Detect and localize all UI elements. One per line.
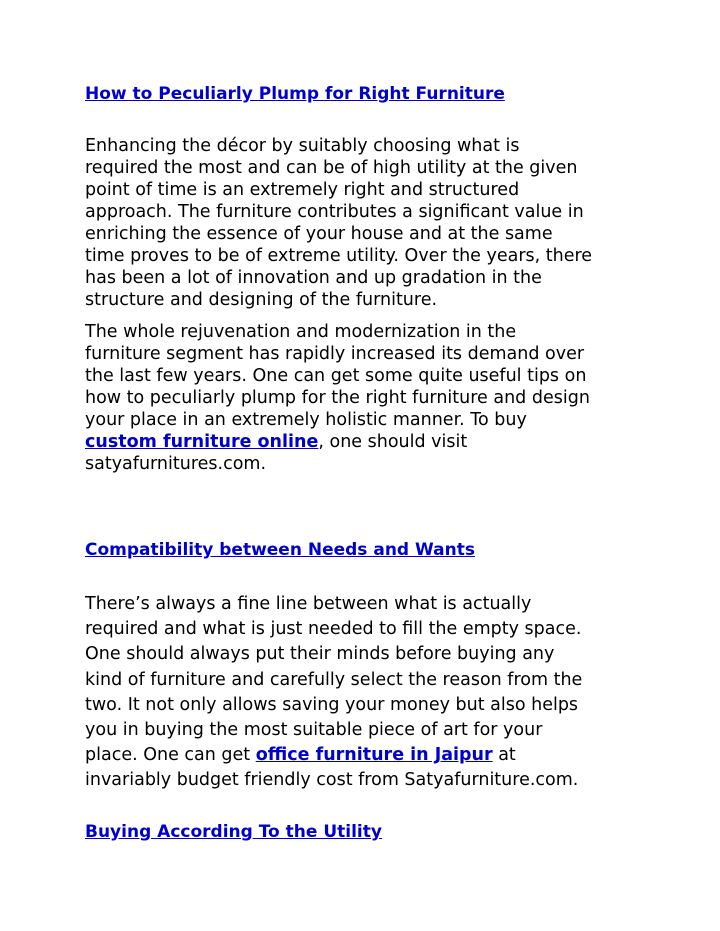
text-line: your place in an extremely holistic manner. To buy [85, 410, 527, 430]
text-segment: place. One can get [85, 745, 256, 766]
text-line: two. It not only allows saving your money but also helps [85, 694, 579, 715]
paragraph-intro [85, 135, 645, 311]
text-line: kind of furniture and carefully select the reason from the [85, 669, 583, 690]
text-segment: at [492, 745, 516, 766]
text-line-with-link [85, 743, 645, 768]
text-line: Enhancing the décor by suitably choosing what is [85, 136, 520, 156]
text-line: The whole rejuvenation and modernization in the [85, 322, 517, 342]
text-line: the last few years. One can get some quite useful tips on [85, 366, 587, 386]
heading-buying-utility[interactable]: Buying According To the Utility [85, 822, 382, 842]
text-line: how to peculiarly plump for the right furniture and design [85, 388, 590, 408]
text-line: invariably budget friendly cost from Satyafurniture.com. [85, 770, 579, 791]
text-line: One should always put their minds before buying any [85, 644, 555, 665]
text-line: There’s always a fine line between what is actually [85, 594, 532, 614]
text-line: structure and designing of the furniture. [85, 290, 438, 310]
text-line: required the most and can be of high utility at the given [85, 158, 578, 178]
paragraph-rejuvenation [85, 321, 645, 475]
text-segment: , one should visit [318, 432, 468, 452]
link-custom-furniture-online[interactable]: custom furniture online [85, 432, 319, 452]
text-line-with-link [85, 431, 645, 453]
text-line: time proves to be of extreme utility. Over the years, there [85, 246, 593, 266]
heading-peculiarly-plump[interactable]: How to Peculiarly Plump for Right Furniture [85, 84, 505, 104]
text-line: enriching the essence of your house and at the same [85, 224, 553, 244]
text-line: approach. The furniture contributes a significant value in [85, 202, 584, 222]
link-office-furniture-jaipur[interactable]: office furniture in Jaipur [255, 745, 493, 766]
text-line: furniture segment has rapidly increased its demand over [85, 344, 585, 364]
text-line: has been a lot of innovation and up gradation in the [85, 268, 542, 288]
heading-compatibility[interactable]: Compatibility between Needs and Wants [85, 540, 475, 560]
text-line: satyafurnitures.com. [85, 454, 267, 474]
paragraph-compatibility [85, 592, 645, 794]
text-line: required and what is just needed to fill the empty space. [85, 619, 582, 640]
text-line: point of time is an extremely right and structured [85, 180, 520, 200]
text-line: you in buying the most suitable piece of art for your [85, 720, 543, 741]
